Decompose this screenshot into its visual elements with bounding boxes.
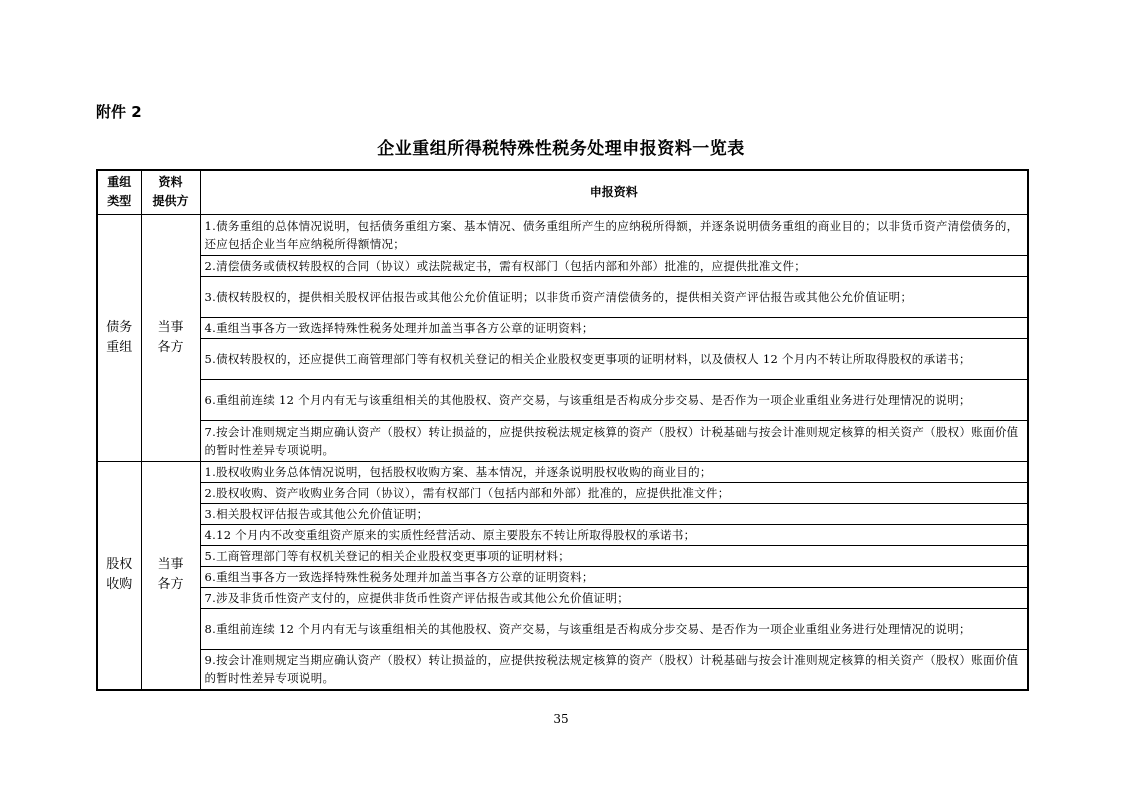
document-title: 企业重组所得税特殊性税务处理申报资料一览表 bbox=[377, 139, 745, 159]
table-row bbox=[97, 608, 1028, 649]
section-provider-equity bbox=[141, 461, 200, 690]
material-item: 4.12 个月内不改变重组资产原来的实质性经营活动、原主要股东不转让所取得股权的承诺书； bbox=[200, 524, 1028, 545]
material-item: 8.重组前连续 12 个月内有无与该重组相关的其他股权、资产交易，与该重组是否构成分步交易、是否作为一项企业重组业务进行处理情况的说明； bbox=[200, 608, 1028, 649]
material-item: 2.清偿债务或债权转股权的合同（协议）或法院裁定书，需有权部门（包括内部和外部）批准的，应提供批准文件； bbox=[200, 255, 1028, 276]
table-row bbox=[97, 214, 1028, 255]
page-number: 35 bbox=[553, 712, 569, 726]
header-type-line2: 类型 bbox=[107, 194, 132, 209]
material-item: 5.债权转股权的，还应提供工商管理部门等有权机关登记的相关企业股权变更事项的证明材料，以及债权人 12 个月内不转让所取得股权的承诺书； bbox=[200, 338, 1028, 379]
table-row bbox=[97, 461, 1028, 482]
header-type-line1: 重组 bbox=[107, 175, 132, 190]
table-row bbox=[97, 503, 1028, 524]
table-row bbox=[97, 255, 1028, 276]
material-item: 7.按会计准则规定当期应确认资产（股权）转让损益的，应提供按税法规定核算的资产（股权）计税基础与按会计准则规定核算的相关资产（股权）账面价值的暂时性差异专项说明。 bbox=[200, 420, 1028, 461]
section-type-line2: 重组 bbox=[106, 339, 133, 355]
material-item: 1.股权收购业务总体情况说明，包括股权收购方案、基本情况，并逐条说明股权收购的商业目的； bbox=[200, 461, 1028, 482]
material-item: 3.相关股权评估报告或其他公允价值证明； bbox=[200, 503, 1028, 524]
header-provider-line2: 提供方 bbox=[152, 194, 189, 209]
material-item: 5.工商管理部门等有权机关登记的相关企业股权变更事项的证明材料； bbox=[200, 545, 1028, 566]
table-row bbox=[97, 379, 1028, 420]
material-item: 2.股权收购、资产收购业务合同（协议），需有权部门（包括内部和外部）批准的，应提供批准文件； bbox=[200, 482, 1028, 503]
table-row bbox=[97, 338, 1028, 379]
section-type-debt bbox=[97, 214, 141, 461]
section-type-line1: 股权 bbox=[106, 557, 133, 573]
table-row bbox=[97, 420, 1028, 461]
table-row bbox=[97, 524, 1028, 545]
table-row bbox=[97, 587, 1028, 608]
materials-table bbox=[96, 169, 1029, 691]
section-provider-line2: 各方 bbox=[157, 577, 184, 593]
material-item: 7.涉及非货币性资产支付的，应提供非货币性资产评估报告或其他公允价值证明； bbox=[200, 587, 1028, 608]
header-type bbox=[97, 170, 141, 214]
annex-label: 附件 2 bbox=[96, 103, 142, 121]
material-item: 6.重组前连续 12 个月内有无与该重组相关的其他股权、资产交易，与该重组是否构成分步交易、是否作为一项企业重组业务进行处理情况的说明； bbox=[200, 379, 1028, 420]
material-item: 4.重组当事各方一致选择特殊性税务处理并加盖当事各方公章的证明资料； bbox=[200, 317, 1028, 338]
table-row bbox=[97, 317, 1028, 338]
header-provider bbox=[141, 170, 200, 214]
section-provider-line1: 当事 bbox=[157, 319, 184, 335]
material-item: 1.债务重组的总体情况说明，包括债务重组方案、基本情况、债务重组所产生的应纳税所得额，并逐条说明债务重组的商业目的；以非货币资产清偿债务的，还应包括企业当年应纳税所得额情况； bbox=[200, 214, 1028, 255]
header-provider-line1: 资料 bbox=[158, 175, 183, 190]
section-type-line2: 收购 bbox=[106, 577, 133, 593]
section-provider-line1: 当事 bbox=[157, 557, 184, 573]
section-provider-line2: 各方 bbox=[157, 339, 184, 355]
table-row bbox=[97, 649, 1028, 690]
material-item: 6.重组当事各方一致选择特殊性税务处理并加盖当事各方公章的证明资料； bbox=[200, 566, 1028, 587]
section-provider-debt bbox=[141, 214, 200, 461]
material-item: 9.按会计准则规定当期应确认资产（股权）转让损益的，应提供按税法规定核算的资产（股权）计税基础与按会计准则规定核算的相关资产（股权）账面价值的暂时性差异专项说明。 bbox=[200, 649, 1028, 690]
header-materials: 申报资料 bbox=[200, 170, 1028, 214]
table-row bbox=[97, 276, 1028, 317]
table-row bbox=[97, 566, 1028, 587]
table-row bbox=[97, 545, 1028, 566]
material-item: 3.债权转股权的，提供相关股权评估报告或其他公允价值证明；以非货币资产清偿债务的，提供相关资产评估报告或其他公允价值证明； bbox=[200, 276, 1028, 317]
section-type-line1: 债务 bbox=[106, 319, 133, 335]
header-row bbox=[97, 170, 1028, 214]
table-row bbox=[97, 482, 1028, 503]
section-type-equity bbox=[97, 461, 141, 690]
